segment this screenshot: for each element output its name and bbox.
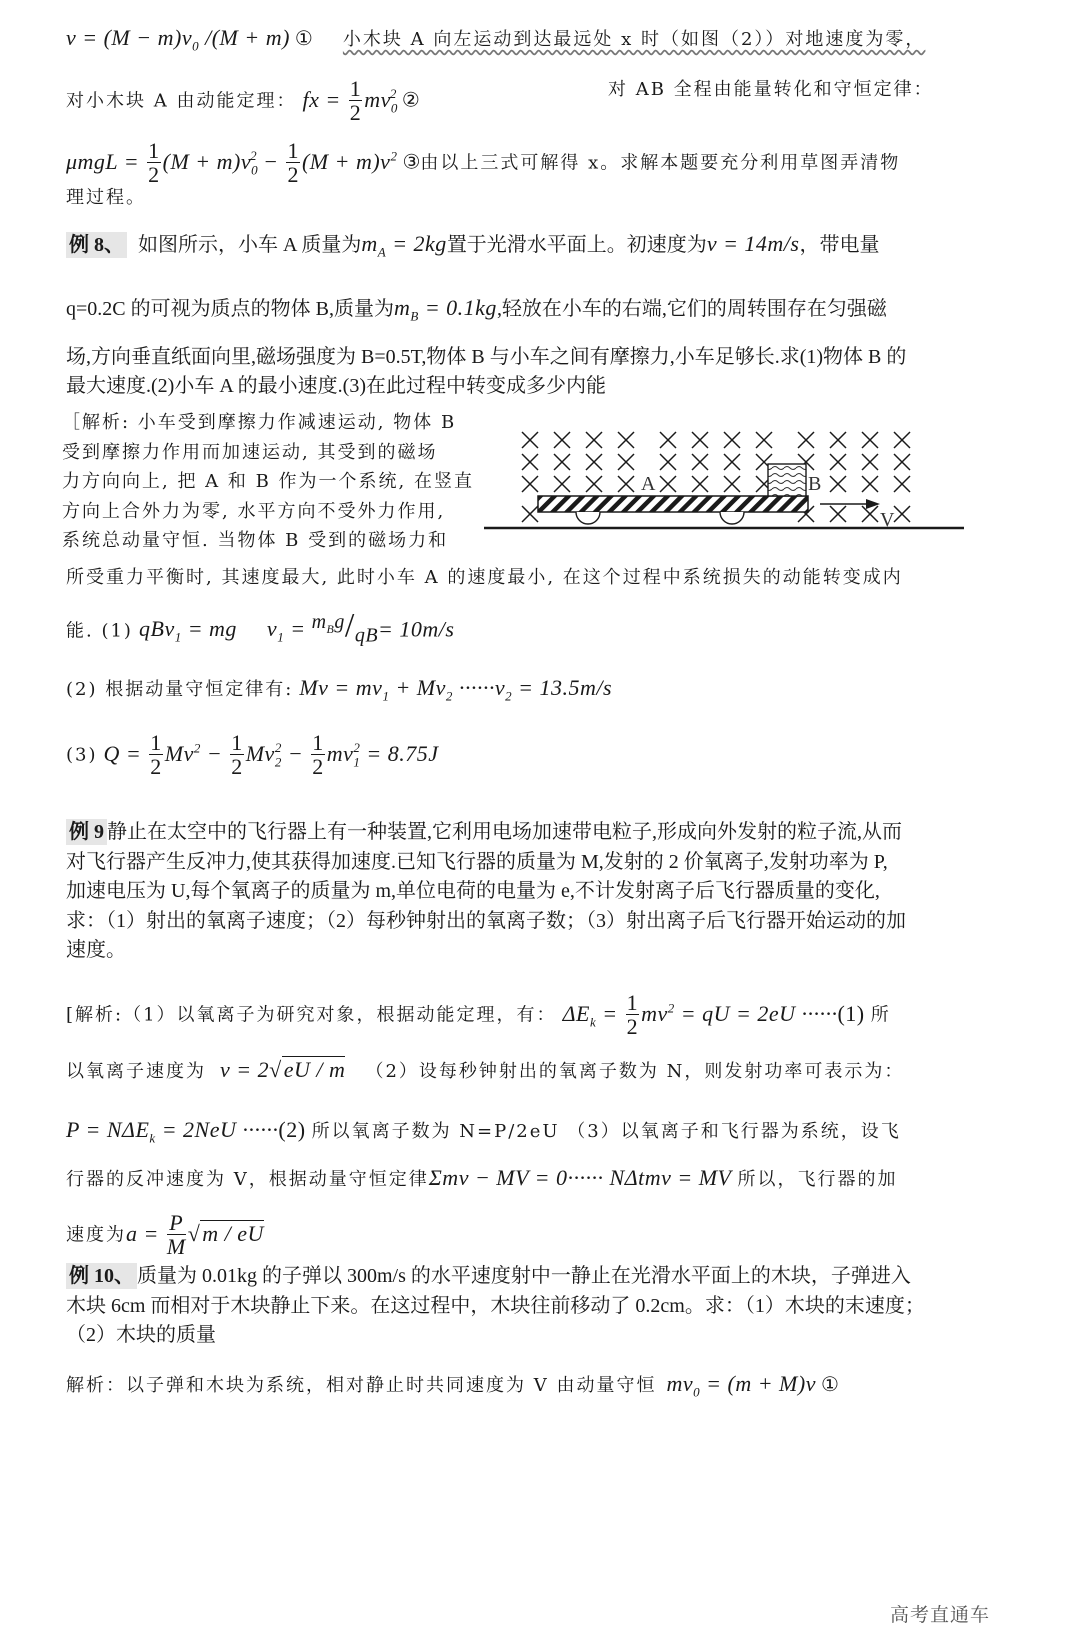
example-8-analysis-full: 所受重力平衡时, 其速度最大, 此时小车 A 的速度最小, 在这个过程中系统损失的动能转变成内: [66, 567, 903, 588]
example-9-line: 速度。: [66, 939, 126, 961]
text: 由以上三式可解得 x。求解本题要充分利用草图弄清物: [420, 152, 901, 174]
example-8-tag: 例 8、: [66, 232, 127, 258]
example-8-line-1: [66, 232, 879, 264]
analysis-line: 系统总动量守恒. 当物体 B 受到的磁场力和: [62, 530, 449, 551]
block-b: [768, 464, 806, 496]
example-8-answer-3: [66, 732, 438, 779]
text: 所以氧离子数为 N=P/2eU （3）以氧离子和飞行器为系统，设飞: [311, 1121, 901, 1142]
magnetic-field-figure: [484, 422, 964, 534]
example-9-solution-1: [66, 992, 891, 1039]
formula-v0: v = 14m/s: [706, 231, 800, 256]
example-10-tag: 例 10、: [66, 1263, 137, 1289]
formula-ans2: $Mv = mv_1 + Mv_2 \cdot\cdot\cdot\cdot\cdot\cdot v_2 = 13.5m/s$: [299, 675, 613, 704]
text: 置于光滑水平面上。初速度为: [446, 234, 707, 256]
example-10-line: [66, 1262, 925, 1292]
formula-ans1: qBv$_1$ = mg $v_1 = ^{m_Bg}/_{qB}$: [139, 607, 379, 647]
text: ，带电量: [799, 234, 880, 256]
label-v: V: [880, 509, 895, 531]
example-9-solution-5: [66, 1212, 264, 1259]
text: 以氧离子速度为: [66, 1061, 206, 1082]
example-9-line: 加速电压为 U,每个氧离子的质量为 m,单位电荷的电量为 e,不计发射离子后飞行器质量的变化,: [66, 880, 880, 902]
example-8-line-3: 场,方向垂直纸面向里,磁场强度为 B=0.5T,物体 B 与小车之间有摩擦力,小车足够长.求(1)物体 B 的: [66, 346, 907, 368]
text: 对 AB 全程由能量转化和守恒定律：: [608, 79, 934, 100]
formula-conservation: $mv_0 = (m + M)v$: [666, 1371, 816, 1400]
watermark: 高考直通车: [890, 1604, 991, 1626]
example-8-answer-1: [66, 607, 455, 650]
formula-acceleration: a = $\frac{P}{M}$ √m / eU: [126, 1210, 264, 1259]
cart-block-diagram: [484, 422, 964, 534]
circled-1: ①: [815, 1374, 839, 1396]
example-10-line: （2）木块的质量: [66, 1324, 216, 1346]
text: 行器的反冲速度为 V，根据动量守恒定律: [66, 1169, 429, 1190]
example-9-solution-4: [66, 1166, 898, 1192]
example-8-line-2: [66, 296, 887, 328]
prev-solution-line-2: [66, 76, 934, 125]
analysis-line: 力方向向上, 把 A 和 B 作为一个系统, 在竖直: [62, 471, 474, 492]
example-10-block: [66, 1262, 925, 1351]
circled-1: ①: [289, 28, 313, 50]
analysis-line: ［解析: 小车受到摩擦力作减速运动, 物体 B: [62, 412, 457, 433]
circled-3: ③: [397, 151, 421, 174]
example-9-line: 求：（1）射出的氧离子速度；（2）每秒钟射出的氧离子数；（3）射出离子后飞行器开始运动的加: [66, 909, 906, 932]
text: ,轻放在小车的右端,它们的周转围存在匀强磁: [496, 298, 887, 320]
formula-ans3: Q = $\frac{1}{2}$ $Mv^2$ − $\frac{1}{2}$ $Mv_2^2$ − $\frac{1}{2}$ $mv_1^2 = 8.75J$: [103, 730, 439, 779]
formula-energy: μmgL = $\frac{1}{2}$ $(M + m)v_0^2$ − $\frac{1}{2}$ $(M + m)v^2$: [66, 138, 398, 187]
formula-momentum: Σmv − MV = 0······ NΔtmv = MV: [428, 1165, 732, 1190]
prev-solution-line-1: [66, 26, 925, 58]
formula-mB: $m_B = 0.1kg$: [393, 295, 497, 324]
text-block-a: 小木块 A 向左运动到达最远处 x 时（如图（2））对地速度为零，: [342, 29, 926, 50]
example-8-analysis-block: [62, 408, 474, 556]
cart-a: [538, 496, 808, 512]
formula-v: $v = (M - m)v_0$ /(M + m): [66, 25, 290, 54]
example-10-solution: [66, 1372, 839, 1404]
prev-solution-line-4: 理过程。: [66, 187, 146, 208]
example-9-tag: 例 9: [66, 819, 107, 845]
text: 解析：以子弹和木块为系统，相对静止时共同速度为 V 由动量守恒: [66, 1375, 657, 1396]
analysis-line: 方向上合外力为零, 水平方向不受外力作用,: [62, 500, 446, 522]
example-8-line-4: 最大速度.(2)小车 A 的最小速度.(3)在此过程中转变成多少内能: [66, 375, 606, 397]
text: 对小木块 A 由动能定理：: [66, 90, 297, 112]
formula-mA: $m_A = 2kg$: [361, 231, 447, 260]
text: 质量为 0.01kg 的子弹以 300m/s 的水平速度射中一静止在光滑水平面上的木块，子弹进入: [137, 1265, 911, 1287]
example-9-block: [66, 818, 906, 966]
text: 所以，飞行器的加: [737, 1169, 898, 1190]
formula-ek: $\Delta E_k$ = $\frac{1}{2}$ $mv^2$ = qU = 2eU ······(1): [562, 990, 865, 1039]
label-a: A: [641, 473, 656, 495]
analysis-line: 受到摩擦力作用而加速运动, 其受到的磁场: [62, 441, 438, 463]
text: （2）设每秒钟射出的氧离子数为 N，则发射功率可表示为：: [365, 1061, 905, 1082]
formula-velocity: v = 2√eU / m: [220, 1057, 346, 1082]
example-9-solution-2: [66, 1058, 904, 1084]
example-10-line: 木块 6cm 而相对于木块静止下来。在这过程中，木块往前移动了 0.2cm。求：（1）木块的末速度；: [66, 1294, 925, 1317]
circled-2: ②: [396, 89, 420, 112]
label-b: B: [808, 473, 822, 495]
text: q=0.2C 的可视为质点的物体 B,质量为: [66, 298, 394, 320]
example-9-solution-3: [66, 1118, 901, 1150]
wheel-right: [720, 512, 744, 524]
wheel-left: [576, 512, 600, 524]
text: [解析:（1）以氧离子为研究对象，根据动能定理，有：: [66, 1004, 557, 1026]
text: (3): [66, 744, 98, 766]
prev-solution-line-3: [66, 140, 900, 187]
text: (2) 根据动量守恒定律有:: [66, 679, 294, 700]
text: 所: [870, 1004, 891, 1026]
answer-value: = 10m/s: [378, 616, 455, 642]
example-8-answer-2: [66, 676, 612, 708]
text: 速度为: [66, 1224, 126, 1246]
formula-fx: fx = $\frac{1}{2}$ $mv_0^2$: [302, 76, 398, 125]
example-9-line: 对飞行器产生反冲力,使其获得加速度.已知飞行器的质量为 M,发射的 2 价氧离子,发射功率为 P,: [66, 850, 888, 873]
example-9-line: [66, 818, 906, 848]
text: 静止在太空中的飞行器上有一种装置,它利用电场加速带电粒子,形成向外发射的粒子流,从而: [107, 821, 902, 843]
text: 如图所示，小车 A 质量为: [138, 234, 362, 256]
formula-power: $P = N\Delta E_k = 2NeU \cdot\cdot\cdot\cdot\cdot\cdot(2)$: [66, 1117, 306, 1146]
text: 能. (1): [66, 620, 133, 642]
